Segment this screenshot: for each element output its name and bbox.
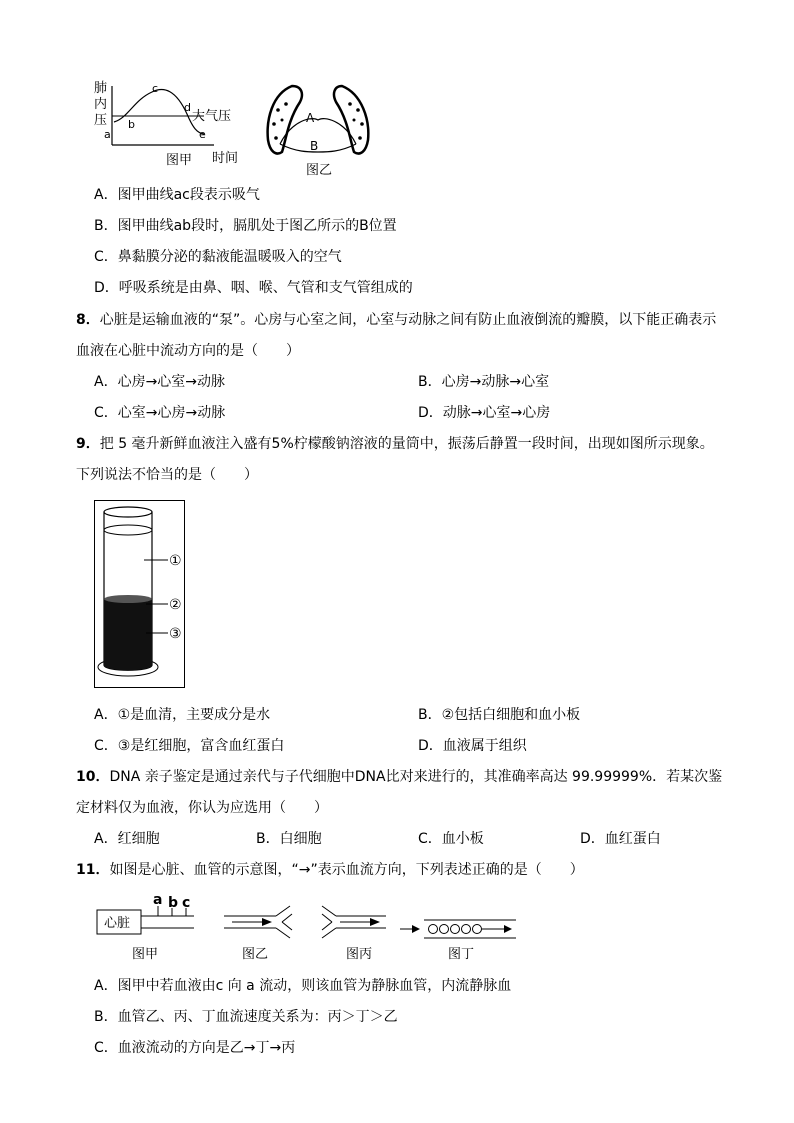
q9-option-c-prefix: C． xyxy=(94,738,118,754)
point-b: b xyxy=(168,895,179,911)
point-d: d xyxy=(184,101,191,114)
q11-text1: 如图是心脏、血管的示意图，“→”表示血流方向，下列表述正确的是（ ） xyxy=(109,862,584,878)
q8-stem-line1 xyxy=(76,310,716,330)
q9-cylinder-figure xyxy=(94,500,188,692)
q11-option-c: C．血液流动的方向是乙→丁→丙 xyxy=(94,1040,296,1056)
q9-stem-line2: 下列说法不恰当的是（ ） xyxy=(76,467,258,483)
q7-option-d: D．呼吸系统是由鼻、咽、喉、气管和支气管组成的 xyxy=(94,280,413,296)
q9-option-a-prefix: A． xyxy=(94,707,118,723)
q9-option-b-text: 包括白细胞和血小板 xyxy=(454,707,581,723)
caption-bing: 图丙 xyxy=(346,947,373,962)
q8-option-c: C．心室→心房→动脉 xyxy=(94,405,226,421)
q10-text1: DNA 亲子鉴定是通过亲代与子代细胞中DNA比对来进行的，其准确率高达 99.99999%．若某次鉴 xyxy=(109,769,723,785)
point-e: e xyxy=(199,128,206,141)
q7-figure-yi xyxy=(262,80,374,178)
q9-option-a-text: 是血清，主要成分是水 xyxy=(130,707,271,723)
red-cell-layer xyxy=(104,596,152,670)
q9-number: 9． xyxy=(76,436,100,452)
point-c: c xyxy=(182,895,191,911)
q9-option-c-num: ③ xyxy=(117,738,131,754)
q8-option-b: B．心房→动脉→心室 xyxy=(418,374,550,390)
q11-figure xyxy=(96,890,526,964)
q7-option-b: B．图甲曲线ab段时，膈肌处于图乙所示的B位置 xyxy=(94,218,397,234)
q8-stem-line2: 血液在心脏中流动方向的是（ ） xyxy=(76,343,300,359)
point-b: b xyxy=(128,118,135,131)
q9-stem-line1 xyxy=(76,434,714,454)
right-lung xyxy=(334,86,368,154)
q9-text1: 把 5 毫升新鲜血液注入盛有5%柠檬酸钠溶液的量筒中，振荡后静置一段时间，出现如图所示现象。 xyxy=(99,436,714,452)
layer-label-1: ① xyxy=(169,553,182,569)
q10-number: 10． xyxy=(76,769,110,785)
q10-stem-line1 xyxy=(76,767,722,787)
ylabel-char-3: 压 xyxy=(94,113,108,128)
point-a: a xyxy=(153,892,163,908)
q9-option-b xyxy=(418,705,580,725)
q9-option-c xyxy=(94,736,284,756)
layer-label-3: ③ xyxy=(169,626,182,642)
q10-option-b: B．白细胞 xyxy=(256,831,322,847)
xlabel: 时间 xyxy=(212,151,239,166)
caption-ding: 图丁 xyxy=(448,947,475,962)
point-c: c xyxy=(152,82,159,95)
caption-jia: 图甲 xyxy=(132,947,159,962)
q9-option-b-num: ② xyxy=(441,707,455,723)
q7-option-c: C．鼻黏膜分泌的黏液能温暖吸入的空气 xyxy=(94,249,342,265)
q8-number: 8． xyxy=(76,312,100,328)
label-b: B xyxy=(310,139,319,153)
q10-stem-line2: 定材料仅为血液，你认为应选用（ ） xyxy=(76,800,328,816)
atm-label: 大气压 xyxy=(192,109,232,124)
caption-yi: 图乙 xyxy=(242,947,269,962)
q9-option-a xyxy=(94,705,270,725)
fig-yi-caption: 图乙 xyxy=(306,163,333,178)
q7-figure-jia xyxy=(92,78,252,168)
q8-option-d: D．动脉→心室→心房 xyxy=(418,405,551,421)
q10-option-a: A．红细胞 xyxy=(94,831,160,847)
heart-label: 心脏 xyxy=(104,916,131,931)
q9-option-a-num: ① xyxy=(117,707,131,723)
fig-jia-caption: 图甲 xyxy=(166,153,193,168)
q8-text1: 心脏是运输血液的“泵”。心房与心室之间，心室与动脉之间有防止血液倒流的瓣膜，以下能正确表示 xyxy=(99,312,717,328)
q11-stem-line1 xyxy=(76,860,584,880)
point-a: a xyxy=(104,128,111,141)
q10-option-c: C．血小板 xyxy=(418,831,484,847)
label-a: A xyxy=(306,111,315,125)
ylabel-char-2: 内 xyxy=(94,97,108,112)
q8-option-a: A．心房→心室→动脉 xyxy=(94,374,226,390)
buffy-coat-layer xyxy=(104,595,152,603)
q9-option-d: D．血液属于组织 xyxy=(418,738,527,754)
q10-option-d: D．血红蛋白 xyxy=(580,831,661,847)
q11-number: 11． xyxy=(76,862,110,878)
q9-option-b-prefix: B． xyxy=(418,707,442,723)
q7-option-a: A．图甲曲线ac段表示吸气 xyxy=(94,187,260,203)
q11-option-b: B．血管乙、丙、丁血流速度关系为：丙＞丁＞乙 xyxy=(94,1009,398,1025)
q9-option-c-text: 是红细胞，富含血红蛋白 xyxy=(130,738,285,754)
left-lung xyxy=(268,86,302,154)
ylabel-char-1: 肺 xyxy=(94,81,108,96)
layer-label-2: ② xyxy=(169,597,182,613)
q11-option-a: A．图甲中若血液由c 向 a 流动，则该血管为静脉血管，内流静脉血 xyxy=(94,978,512,994)
